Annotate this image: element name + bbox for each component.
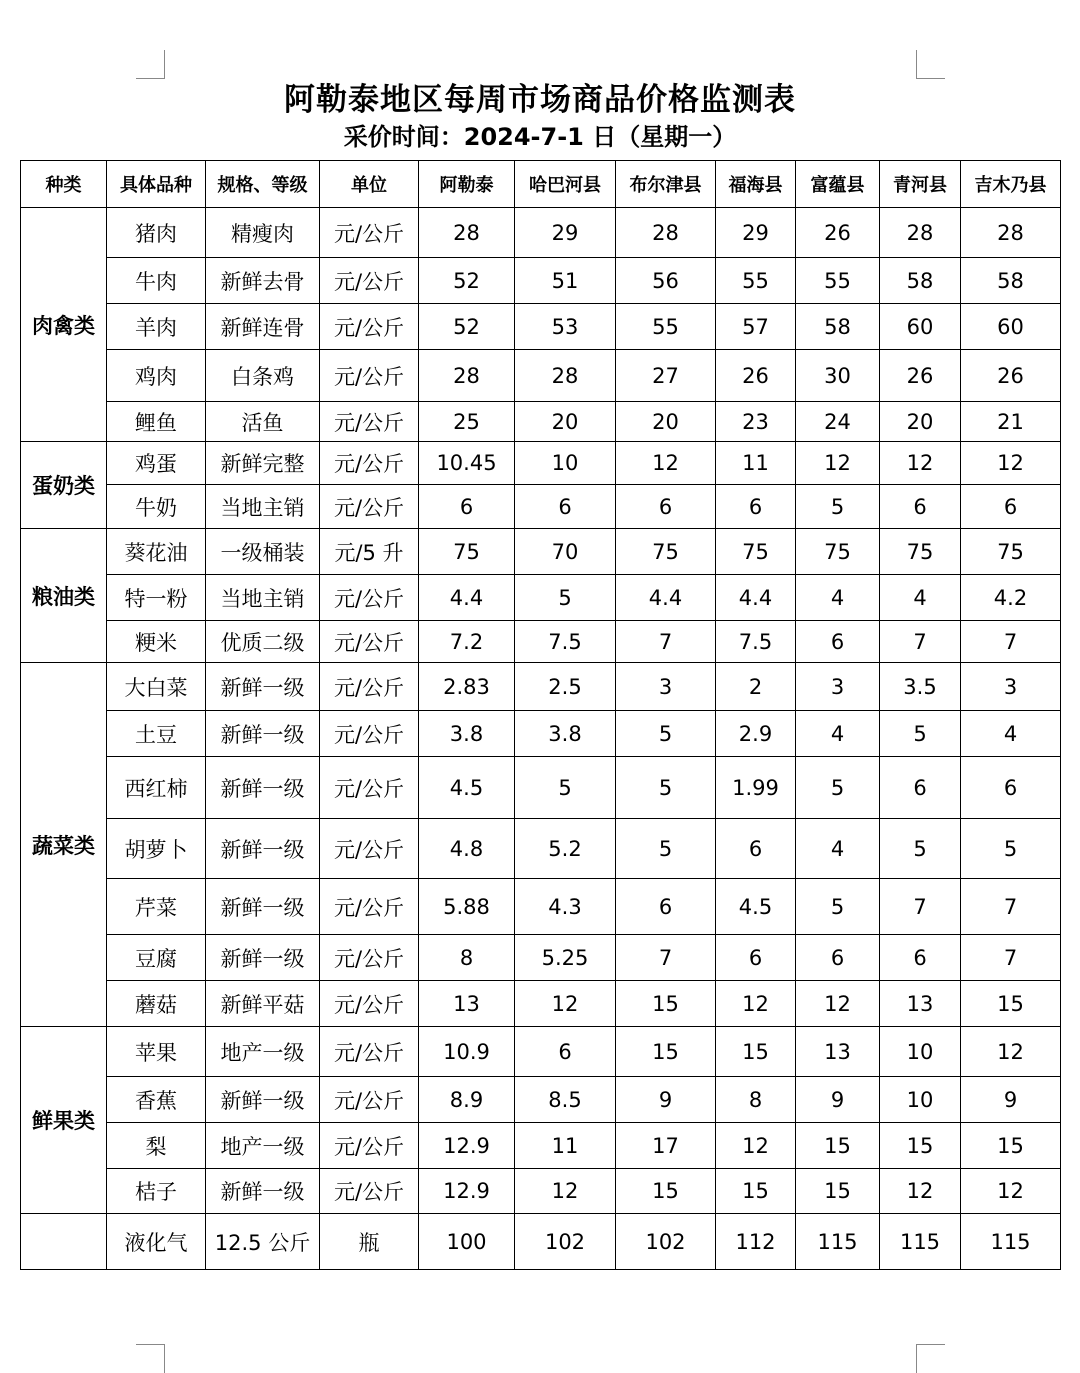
price-cell: 12 <box>616 442 716 485</box>
unit-cell: 元/公斤 <box>320 402 419 442</box>
spec-cell: 白条鸡 <box>206 350 320 402</box>
spec-cell: 一级桶装 <box>206 529 320 575</box>
table-row <box>21 819 1061 879</box>
price-cell: 6 <box>515 1027 616 1077</box>
price-cell: 7 <box>616 935 716 981</box>
category-cell <box>21 1214 107 1270</box>
price-cell: 28 <box>880 208 961 258</box>
table-row <box>21 258 1061 304</box>
spec-cell: 新鲜一级 <box>206 879 320 935</box>
spec-cell: 新鲜一级 <box>206 663 320 711</box>
table-row <box>21 304 1061 350</box>
unit-cell: 元/公斤 <box>320 485 419 529</box>
price-cell: 5.88 <box>419 879 515 935</box>
price-cell: 4.3 <box>515 879 616 935</box>
unit-cell: 瓶 <box>320 1214 419 1270</box>
price-cell: 75 <box>716 529 796 575</box>
price-cell: 15 <box>616 981 716 1027</box>
item-cell: 豆腐 <box>107 935 206 981</box>
price-cell: 7 <box>961 879 1061 935</box>
crop-mark-bottom-left <box>136 1344 165 1373</box>
item-cell: 粳米 <box>107 621 206 663</box>
spec-cell: 新鲜一级 <box>206 819 320 879</box>
spec-cell: 地产一级 <box>206 1123 320 1169</box>
price-cell: 2 <box>716 663 796 711</box>
price-table <box>20 160 1061 1270</box>
price-cell: 4 <box>796 711 880 757</box>
item-cell: 葵花油 <box>107 529 206 575</box>
unit-cell: 元/公斤 <box>320 1123 419 1169</box>
price-cell: 10 <box>515 442 616 485</box>
price-cell: 75 <box>796 529 880 575</box>
price-cell: 6 <box>515 485 616 529</box>
table-row <box>21 981 1061 1027</box>
price-cell: 12.9 <box>419 1123 515 1169</box>
header-unit: 单位 <box>320 161 419 208</box>
unit-cell: 元/公斤 <box>320 1027 419 1077</box>
spec-cell: 当地主销 <box>206 485 320 529</box>
price-cell: 7.5 <box>716 621 796 663</box>
price-cell: 15 <box>961 1123 1061 1169</box>
price-cell: 55 <box>796 258 880 304</box>
price-cell: 11 <box>716 442 796 485</box>
header-region: 福海县 <box>716 161 796 208</box>
table-row <box>21 1077 1061 1123</box>
item-cell: 羊肉 <box>107 304 206 350</box>
header-item: 具体品种 <box>107 161 206 208</box>
spec-cell: 精瘦肉 <box>206 208 320 258</box>
unit-cell: 元/5 升 <box>320 529 419 575</box>
category-cell: 粮油类 <box>21 529 107 663</box>
spec-cell: 新鲜去骨 <box>206 258 320 304</box>
table-row <box>21 402 1061 442</box>
category-cell: 蛋奶类 <box>21 442 107 529</box>
table-row <box>21 935 1061 981</box>
table-row <box>21 529 1061 575</box>
price-cell: 102 <box>515 1214 616 1270</box>
price-cell: 12 <box>716 981 796 1027</box>
table-row <box>21 208 1061 258</box>
price-cell: 56 <box>616 258 716 304</box>
item-cell: 特一粉 <box>107 575 206 621</box>
price-cell: 4.8 <box>419 819 515 879</box>
unit-cell: 元/公斤 <box>320 1169 419 1214</box>
header-category: 种类 <box>21 161 107 208</box>
price-cell: 75 <box>961 529 1061 575</box>
price-cell: 8 <box>419 935 515 981</box>
price-cell: 13 <box>419 981 515 1027</box>
price-cell: 7 <box>961 621 1061 663</box>
price-cell: 26 <box>796 208 880 258</box>
price-cell: 20 <box>616 402 716 442</box>
item-cell: 西红柿 <box>107 757 206 819</box>
price-cell: 15 <box>796 1169 880 1214</box>
item-cell: 鸡蛋 <box>107 442 206 485</box>
price-cell: 12 <box>880 442 961 485</box>
unit-cell: 元/公斤 <box>320 575 419 621</box>
header-region: 吉木乃县 <box>961 161 1061 208</box>
item-cell: 蘑菇 <box>107 981 206 1027</box>
spec-cell: 新鲜完整 <box>206 442 320 485</box>
price-cell: 2.9 <box>716 711 796 757</box>
price-cell: 27 <box>616 350 716 402</box>
header-region: 布尔津县 <box>616 161 716 208</box>
unit-cell: 元/公斤 <box>320 258 419 304</box>
spec-cell: 当地主销 <box>206 575 320 621</box>
price-cell: 58 <box>961 258 1061 304</box>
item-cell: 梨 <box>107 1123 206 1169</box>
unit-cell: 元/公斤 <box>320 711 419 757</box>
price-cell: 28 <box>419 350 515 402</box>
price-cell: 6 <box>616 485 716 529</box>
price-cell: 112 <box>716 1214 796 1270</box>
spec-cell: 12.5 公斤 <box>206 1214 320 1270</box>
price-cell: 28 <box>961 208 1061 258</box>
table-row <box>21 757 1061 819</box>
unit-cell: 元/公斤 <box>320 819 419 879</box>
item-cell: 鲤鱼 <box>107 402 206 442</box>
price-cell: 6 <box>419 485 515 529</box>
price-cell: 15 <box>716 1169 796 1214</box>
price-cell: 7 <box>616 621 716 663</box>
item-cell: 牛奶 <box>107 485 206 529</box>
price-cell: 100 <box>419 1214 515 1270</box>
item-cell: 液化气 <box>107 1214 206 1270</box>
price-cell: 28 <box>515 350 616 402</box>
price-cell: 3 <box>616 663 716 711</box>
document-title: 阿勒泰地区每周市场商品价格监测表 <box>284 82 796 118</box>
price-cell: 12 <box>515 981 616 1027</box>
unit-cell: 元/公斤 <box>320 757 419 819</box>
unit-cell: 元/公斤 <box>320 350 419 402</box>
unit-cell: 元/公斤 <box>320 935 419 981</box>
price-cell: 75 <box>616 529 716 575</box>
price-cell: 26 <box>716 350 796 402</box>
price-cell: 3 <box>961 663 1061 711</box>
header-region: 阿勒泰 <box>419 161 515 208</box>
price-cell: 4.4 <box>616 575 716 621</box>
price-cell: 7 <box>880 879 961 935</box>
table-row <box>21 879 1061 935</box>
price-cell: 26 <box>880 350 961 402</box>
price-cell: 12 <box>796 442 880 485</box>
price-cell: 29 <box>716 208 796 258</box>
price-cell: 8.9 <box>419 1077 515 1123</box>
price-cell: 28 <box>616 208 716 258</box>
price-cell: 55 <box>716 258 796 304</box>
spec-cell: 新鲜一级 <box>206 935 320 981</box>
price-cell: 4 <box>796 575 880 621</box>
spec-cell: 新鲜一级 <box>206 757 320 819</box>
price-cell: 7.5 <box>515 621 616 663</box>
category-cell: 鲜果类 <box>21 1027 107 1214</box>
price-cell: 12 <box>796 981 880 1027</box>
price-cell: 6 <box>716 935 796 981</box>
price-cell: 75 <box>880 529 961 575</box>
price-cell: 115 <box>880 1214 961 1270</box>
price-cell: 6 <box>796 935 880 981</box>
item-cell: 香蕉 <box>107 1077 206 1123</box>
table-row <box>21 1214 1061 1270</box>
unit-cell: 元/公斤 <box>320 208 419 258</box>
item-cell: 土豆 <box>107 711 206 757</box>
price-cell: 6 <box>796 621 880 663</box>
price-cell: 15 <box>716 1027 796 1077</box>
price-cell: 4.4 <box>716 575 796 621</box>
price-cell: 12.9 <box>419 1169 515 1214</box>
price-cell: 5.25 <box>515 935 616 981</box>
price-cell: 21 <box>961 402 1061 442</box>
price-cell: 5 <box>880 711 961 757</box>
price-cell: 1.99 <box>716 757 796 819</box>
table-row <box>21 350 1061 402</box>
unit-cell: 元/公斤 <box>320 304 419 350</box>
price-cell: 2.5 <box>515 663 616 711</box>
price-cell: 26 <box>961 350 1061 402</box>
price-cell: 30 <box>796 350 880 402</box>
table-row <box>21 442 1061 485</box>
price-cell: 51 <box>515 258 616 304</box>
unit-cell: 元/公斤 <box>320 621 419 663</box>
item-cell: 大白菜 <box>107 663 206 711</box>
price-cell: 3.5 <box>880 663 961 711</box>
price-cell: 5 <box>796 757 880 819</box>
price-cell: 15 <box>796 1123 880 1169</box>
price-cell: 5 <box>616 819 716 879</box>
price-cell: 52 <box>419 304 515 350</box>
price-cell: 15 <box>961 981 1061 1027</box>
price-cell: 9 <box>796 1077 880 1123</box>
table-row <box>21 1123 1061 1169</box>
price-cell: 55 <box>616 304 716 350</box>
price-cell: 115 <box>961 1214 1061 1270</box>
price-cell: 60 <box>961 304 1061 350</box>
item-cell: 芹菜 <box>107 879 206 935</box>
price-cell: 3 <box>796 663 880 711</box>
price-cell: 52 <box>419 258 515 304</box>
price-cell: 115 <box>796 1214 880 1270</box>
price-cell: 12 <box>515 1169 616 1214</box>
price-cell: 5 <box>616 757 716 819</box>
price-cell: 12 <box>716 1123 796 1169</box>
spec-cell: 活鱼 <box>206 402 320 442</box>
price-cell: 102 <box>616 1214 716 1270</box>
price-cell: 15 <box>616 1027 716 1077</box>
price-cell: 6 <box>880 485 961 529</box>
table-row <box>21 1169 1061 1214</box>
price-cell: 2.83 <box>419 663 515 711</box>
spec-cell: 地产一级 <box>206 1027 320 1077</box>
price-cell: 6 <box>716 485 796 529</box>
price-cell: 5 <box>515 757 616 819</box>
spec-cell: 优质二级 <box>206 621 320 663</box>
price-cell: 5 <box>515 575 616 621</box>
price-cell: 70 <box>515 529 616 575</box>
unit-cell: 元/公斤 <box>320 1077 419 1123</box>
header-region: 富蕴县 <box>796 161 880 208</box>
price-cell: 60 <box>880 304 961 350</box>
table-row <box>21 575 1061 621</box>
item-cell: 桔子 <box>107 1169 206 1214</box>
price-cell: 17 <box>616 1123 716 1169</box>
price-cell: 5 <box>796 879 880 935</box>
price-cell: 20 <box>515 402 616 442</box>
category-cell: 肉禽类 <box>21 208 107 442</box>
table-row <box>21 663 1061 711</box>
price-cell: 20 <box>880 402 961 442</box>
spec-cell: 新鲜平菇 <box>206 981 320 1027</box>
price-cell: 6 <box>616 879 716 935</box>
unit-cell: 元/公斤 <box>320 879 419 935</box>
price-cell: 12 <box>880 1169 961 1214</box>
price-cell: 10.45 <box>419 442 515 485</box>
price-cell: 9 <box>961 1077 1061 1123</box>
price-cell: 10 <box>880 1077 961 1123</box>
price-cell: 12 <box>961 1027 1061 1077</box>
unit-cell: 元/公斤 <box>320 442 419 485</box>
price-cell: 4.5 <box>716 879 796 935</box>
price-cell: 9 <box>616 1077 716 1123</box>
price-cell: 25 <box>419 402 515 442</box>
item-cell: 苹果 <box>107 1027 206 1077</box>
price-cell: 4 <box>961 711 1061 757</box>
price-cell: 53 <box>515 304 616 350</box>
header-region: 青河县 <box>880 161 961 208</box>
spec-cell: 新鲜一级 <box>206 711 320 757</box>
price-cell: 12 <box>961 442 1061 485</box>
price-cell: 6 <box>716 819 796 879</box>
price-cell: 58 <box>880 258 961 304</box>
price-cell: 8 <box>716 1077 796 1123</box>
item-cell: 猪肉 <box>107 208 206 258</box>
price-cell: 10 <box>880 1027 961 1077</box>
price-cell: 7.2 <box>419 621 515 663</box>
spec-cell: 新鲜一级 <box>206 1169 320 1214</box>
price-cell: 3.8 <box>419 711 515 757</box>
price-cell: 5 <box>880 819 961 879</box>
price-cell: 11 <box>515 1123 616 1169</box>
price-cell: 13 <box>796 1027 880 1077</box>
price-cell: 4 <box>796 819 880 879</box>
price-cell: 6 <box>961 485 1061 529</box>
table-row <box>21 711 1061 757</box>
table-row <box>21 1027 1061 1077</box>
category-cell: 蔬菜类 <box>21 663 107 1027</box>
crop-mark-bottom-right <box>916 1344 945 1373</box>
table-body <box>21 208 1061 1270</box>
header-spec: 规格、等级 <box>206 161 320 208</box>
document-subtitle: 采价时间：2024-7-1 日（星期一） <box>343 123 737 151</box>
price-cell: 8.5 <box>515 1077 616 1123</box>
price-cell: 15 <box>880 1123 961 1169</box>
item-cell: 鸡肉 <box>107 350 206 402</box>
price-cell: 58 <box>796 304 880 350</box>
price-cell: 5 <box>961 819 1061 879</box>
price-cell: 7 <box>961 935 1061 981</box>
price-cell: 23 <box>716 402 796 442</box>
price-cell: 4.4 <box>419 575 515 621</box>
price-cell: 6 <box>880 757 961 819</box>
price-cell: 4.5 <box>419 757 515 819</box>
price-cell: 12 <box>961 1169 1061 1214</box>
price-cell: 3.8 <box>515 711 616 757</box>
price-cell: 4 <box>880 575 961 621</box>
table-row <box>21 621 1061 663</box>
price-cell: 15 <box>616 1169 716 1214</box>
price-cell: 24 <box>796 402 880 442</box>
unit-cell: 元/公斤 <box>320 663 419 711</box>
item-cell: 牛肉 <box>107 258 206 304</box>
unit-cell: 元/公斤 <box>320 981 419 1027</box>
price-cell: 6 <box>880 935 961 981</box>
spec-cell: 新鲜一级 <box>206 1077 320 1123</box>
price-cell: 6 <box>961 757 1061 819</box>
spec-cell: 新鲜连骨 <box>206 304 320 350</box>
price-cell: 4.2 <box>961 575 1061 621</box>
price-cell: 5 <box>616 711 716 757</box>
price-cell: 5 <box>796 485 880 529</box>
item-cell: 胡萝卜 <box>107 819 206 879</box>
price-cell: 29 <box>515 208 616 258</box>
header-region: 哈巴河县 <box>515 161 616 208</box>
price-cell: 13 <box>880 981 961 1027</box>
price-cell: 28 <box>419 208 515 258</box>
price-cell: 10.9 <box>419 1027 515 1077</box>
header-row <box>21 161 1061 208</box>
price-cell: 75 <box>419 529 515 575</box>
price-cell: 57 <box>716 304 796 350</box>
price-cell: 7 <box>880 621 961 663</box>
table-row <box>21 485 1061 529</box>
price-cell: 5.2 <box>515 819 616 879</box>
